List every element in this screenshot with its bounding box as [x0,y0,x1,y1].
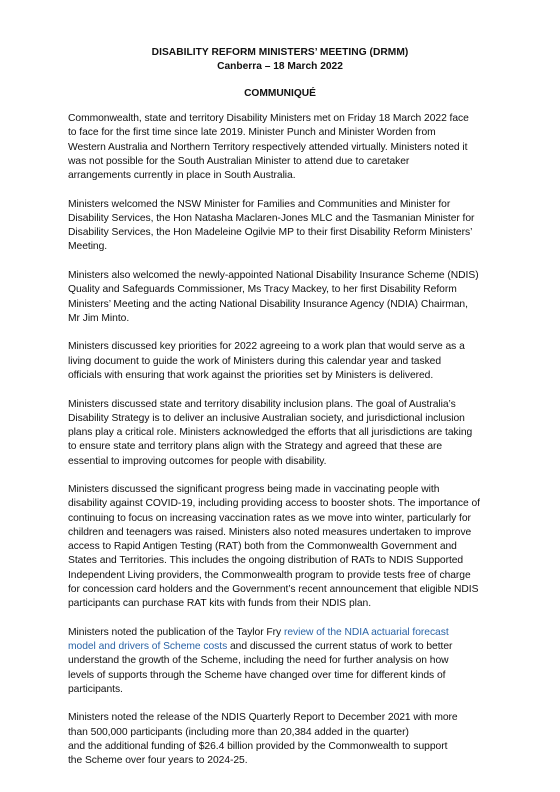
text-line: arrangements currently in place in South Australia. [68,170,296,181]
text-line: than 500,000 participants (including more than 20,384 added in the quarter) [68,726,409,738]
paragraph-taylor-fry-review [68,626,498,697]
paragraph-commissioner [68,269,498,326]
text-line: Quality and Safeguards Commissioner, Ms Tracy Mackey, to her first Disability Reform [68,284,457,296]
text-segment: Ministers noted the publication of the Taylor Fry [68,626,284,638]
paragraph-attendance [68,112,498,183]
document-header [0,46,560,101]
text-line: was not possible for the South Australian Minister to attend due to caretaker [68,155,410,167]
text-line: essential to improving outcomes for people with disability. [68,455,327,467]
review-link[interactable]: review of the NDIA actuarial forecast [283,626,449,638]
document-body [68,112,498,783]
text-line: Commonwealth, state and territory Disability Ministers met on Friday 18 March 2022 face [68,113,469,124]
text-line: access to Rapid Antigen Testing (RAT) both from the Commonwealth Government and [68,541,457,553]
text-line [68,640,498,654]
text-line: continuing to focus on increasing vaccination rates as we move into winter, particularly for [68,512,471,524]
text-line: participants. [68,683,123,695]
document-title: DISABILITY REFORM MINISTERS’ MEETING (DRMM) [151,47,409,58]
text-line: to ensure state and territory plans align with the Strategy and agreed that these are [68,441,443,453]
text-segment: and discussed the current status of work to better [227,641,453,653]
text-line: Ministers discussed key priorities for 2022 agreeing to a work plan that would serve as a [68,341,465,353]
communique-heading: COMMUNIQUÉ [244,88,316,99]
text-line: Ministers noted the release of the NDIS Quarterly Report to December 2021 with more [68,712,458,724]
text-line: participants can purchase RAT kits with funds from their NDIS plan. [68,598,372,610]
paragraph-priorities [68,340,498,383]
text-line: children and teenagers was raised. Ministers also noted measures undertaken to improve [68,526,472,538]
text-line: States and Territories. This includes the ongoing distribution of RATs to NDIS Supported [68,555,464,567]
text-line: officials with ensuring that work against the priorities set by Ministers is delivered. [68,369,434,381]
paragraph-covid-vaccination [68,483,498,611]
paragraph-quarterly-report [68,711,498,768]
text-line: to face for the first time since late 2019. Minister Punch and Minister Worden from [68,127,436,139]
text-line: levels of supports through the Scheme have changed over time for different kinds of [68,669,446,681]
text-line: disability against COVID-19, including providing access to booster shots. The importance of [68,498,480,510]
text-line: for concession card holders and the Government’s recent announcement that eligible NDIS [68,583,479,595]
text-line: and the additional funding of $26.4 billion provided by the Commonwealth to support [68,740,448,752]
text-line [68,626,498,640]
text-line: Mr Jim Minto. [68,312,130,324]
text-line: Disability Services, the Hon Natasha Maclaren-Jones MLC and the Tasmanian Minister for [68,212,475,224]
text-line: Ministers’ Meeting and the acting National Disability Insurance Agency (NDIA) Chairman, [68,298,468,310]
text-line: Ministers discussed state and territory disability inclusion plans. The goal of Australia’s [68,398,456,410]
text-line: Western Australia and Northern Territory respectively attended virtually. Ministers noted it [68,141,468,153]
text-line: Meeting. [68,241,108,253]
text-line: Ministers also welcomed the newly-appointed National Disability Insurance Scheme (NDIS) [68,270,479,282]
text-line: living document to guide the work of Ministers during this calendar year and tasked [68,355,442,367]
text-line: plans play a critical role. Ministers acknowledged the efforts that all jurisdictions are taking [68,427,473,439]
meeting-location-date: Canberra – 18 March 2022 [217,61,343,72]
text-line: Ministers welcomed the NSW Minister for Families and Communities and Minister for [68,198,451,210]
text-line: the Scheme over four years to 2024-25. [68,755,248,767]
text-line: Disability Strategy is to deliver an inclusive Australian society, and jurisdictional inclusion [68,412,465,424]
paragraph-new-ministers [68,198,498,255]
text-line: understand the growth of the Scheme, including the need for further analysis on how [68,655,449,667]
text-line: Disability Services, the Hon Madeleine Ogilvie MP to their first Disability Reform Ministers’ [68,227,473,239]
text-line: Independent Living providers, the Commonwealth program to provide tests free of charge [68,569,471,581]
text-line: Ministers discussed the significant progress being made in vaccinating people with [68,484,440,496]
review-link-continued[interactable]: model and drivers of Scheme costs [68,641,228,653]
paragraph-inclusion-plans [68,398,498,469]
